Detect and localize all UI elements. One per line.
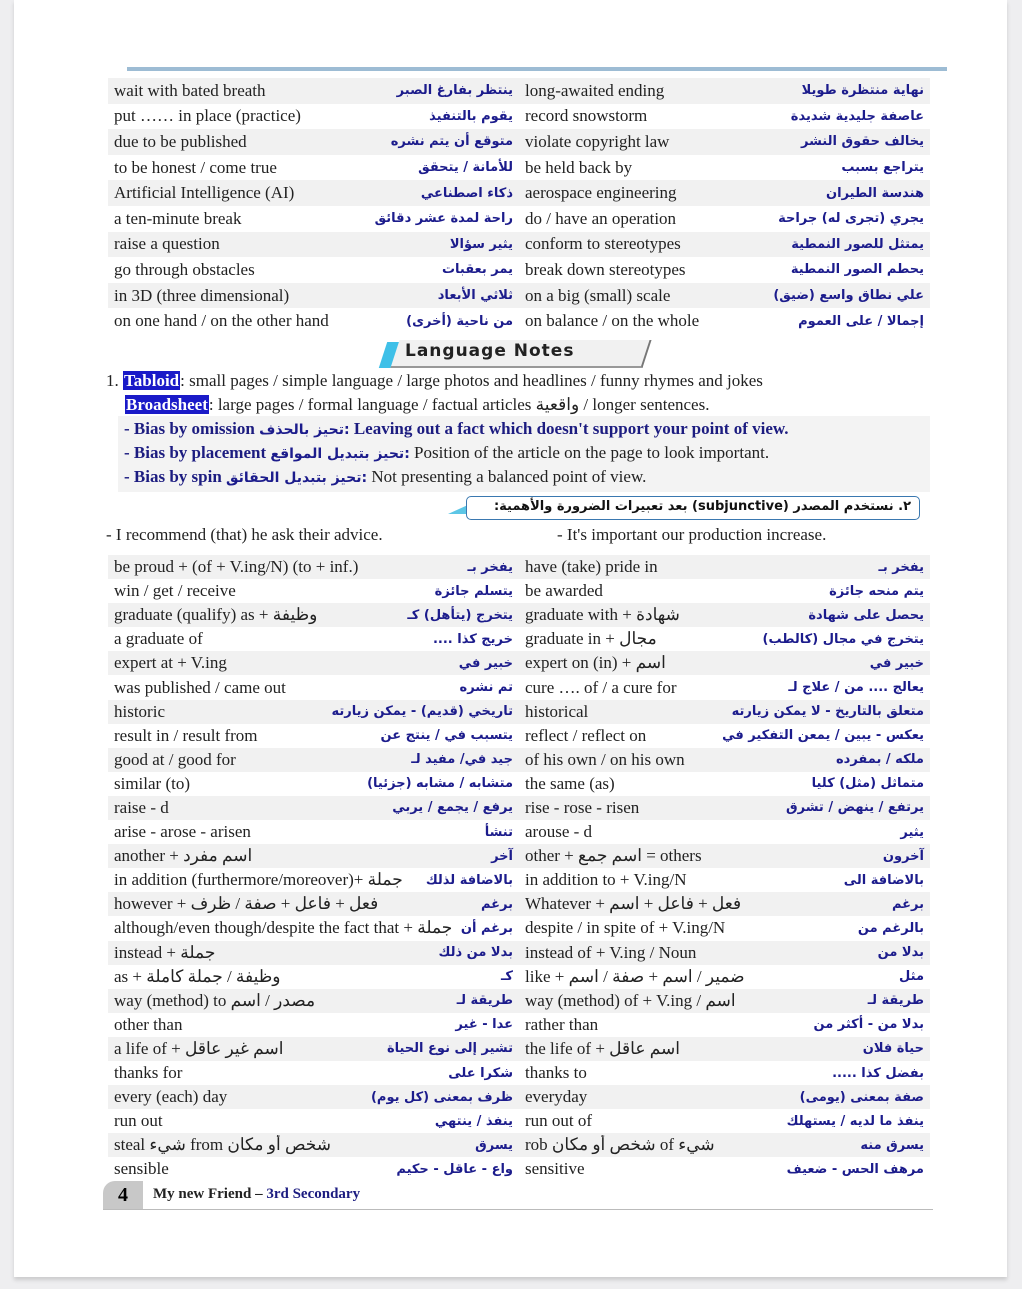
english-phrase: other + اسم جمع = others xyxy=(525,846,702,866)
left-entry xyxy=(108,132,519,152)
left-entry xyxy=(108,967,519,987)
left-entry xyxy=(108,653,519,673)
english-phrase: run out xyxy=(114,1111,163,1131)
english-phrase: break down stereotypes xyxy=(525,259,686,279)
arabic-meaning: إجمالا / على العموم xyxy=(798,313,924,329)
right-entry xyxy=(519,1015,930,1035)
left-entry xyxy=(108,894,519,914)
english-phrase: violate copyright law xyxy=(525,131,670,151)
arabic-meaning: يخالف حقوق النشر xyxy=(800,134,924,150)
english-phrase: go through obstacles xyxy=(114,259,255,279)
page-footer xyxy=(103,1181,933,1210)
table-row xyxy=(108,748,930,772)
arabic-meaning: راحة لمدة عشر دقائق xyxy=(374,211,513,227)
note-broadsheet: Broadsheet: large pages / formal language / factual articles واقعية / longer sentences. xyxy=(126,395,710,414)
table-row xyxy=(108,1085,930,1109)
left-entry xyxy=(108,702,519,722)
arabic-meaning: يحطم الصور النمطية xyxy=(790,262,924,278)
arabic-meaning: ثلاثي الأبعاد xyxy=(437,288,513,304)
table-row xyxy=(108,772,930,796)
right-entry xyxy=(519,1159,930,1179)
english-phrase: be proud + (of + V.ing/N) (to + inf.) xyxy=(114,557,359,577)
arabic-meaning: برغم xyxy=(891,896,924,912)
bias-notes xyxy=(118,416,930,492)
table-row xyxy=(108,724,930,748)
right-entry xyxy=(519,653,930,673)
vocab-table-2 xyxy=(108,555,930,1179)
right-entry xyxy=(519,870,930,890)
left-entry xyxy=(108,234,519,254)
english-phrase: graduate with + شهادة xyxy=(525,605,680,625)
arabic-meaning: بدلا من xyxy=(877,945,924,961)
english-phrase: on balance / on the whole xyxy=(525,311,700,331)
right-entry xyxy=(519,702,930,722)
top-divider xyxy=(127,67,947,71)
arabic-meaning: ينفذ / ينتهي xyxy=(434,1113,513,1129)
left-entry xyxy=(108,1039,519,1059)
table-row xyxy=(108,78,930,104)
english-phrase: a life of + اسم غير عاقل xyxy=(114,1038,284,1058)
english-phrase: expert at + V.ing xyxy=(114,653,227,673)
english-phrase: another + اسم مفرد xyxy=(114,846,253,866)
english-phrase: rise - rose - risen xyxy=(525,797,640,817)
left-entry xyxy=(108,605,519,625)
english-phrase: rob شخص أو مكان of شيء xyxy=(525,1135,715,1155)
arabic-meaning: بدلا من ذلك xyxy=(438,945,513,961)
table-row xyxy=(108,700,930,724)
table-row xyxy=(108,129,930,155)
right-entry xyxy=(519,1063,930,1083)
table-row xyxy=(108,206,930,232)
table-row xyxy=(108,1133,930,1157)
english-phrase: on a big (small) scale xyxy=(525,285,671,305)
arabic-meaning: برغم أن xyxy=(460,920,513,936)
left-entry xyxy=(108,991,519,1011)
arabic-meaning: تشير إلى نوع الحياة xyxy=(386,1041,513,1057)
table-row xyxy=(108,916,930,940)
arabic-meaning: حياة فلان xyxy=(862,1041,924,1057)
example-left: - I recommend (that) he ask their advice. xyxy=(106,525,383,544)
arabic-meaning: يفخر بـ xyxy=(467,559,513,575)
left-entry xyxy=(108,1111,519,1131)
english-phrase: the life of + اسم عاقل xyxy=(525,1038,681,1058)
english-phrase: arouse - d xyxy=(525,822,593,842)
right-entry xyxy=(519,183,930,203)
english-phrase: due to be published xyxy=(114,131,247,151)
arabic-meaning: يعالج .... من / علاج لـ xyxy=(788,680,924,696)
english-phrase: long-awaited ending xyxy=(525,80,665,100)
left-entry xyxy=(108,311,519,331)
english-phrase: instead + جملة xyxy=(114,942,216,962)
right-entry xyxy=(519,605,930,625)
language-notes-title: Language Notes xyxy=(405,341,575,361)
arabic-meaning: جيد في/ مفيد لـ xyxy=(411,752,513,768)
arabic-meaning: يمر بعقبات xyxy=(441,262,513,278)
right-entry xyxy=(519,1039,930,1059)
english-phrase: similar (to) xyxy=(114,773,191,793)
example-right: - It's important our production increase. xyxy=(557,525,827,544)
arabic-meaning: واع - عاقل - حكيم xyxy=(396,1161,513,1177)
english-phrase: a ten-minute break xyxy=(114,208,242,228)
arabic-meaning: بالرغم من xyxy=(857,920,924,936)
right-entry xyxy=(519,846,930,866)
english-phrase: result in / result from xyxy=(114,725,258,745)
table-row xyxy=(108,104,930,130)
arabic-meaning: طريقة لـ xyxy=(456,993,513,1009)
left-entry xyxy=(108,629,519,649)
right-entry xyxy=(519,750,930,770)
table-row xyxy=(108,257,930,283)
right-entry xyxy=(519,894,930,914)
table-row xyxy=(108,627,930,651)
arabic-meaning: مثل xyxy=(899,969,924,985)
english-phrase: run out of xyxy=(525,1111,593,1131)
arabic-meaning: يتخرج في مجال (كالطب) xyxy=(762,631,924,647)
english-phrase: despite / in spite of + V.ing/N xyxy=(525,918,726,938)
left-entry xyxy=(108,774,519,794)
subjunctive-heading: ٢. نستخدم المصدر (subjunctive) بعد تعبيرات الضرورة والأهمية: xyxy=(466,496,920,520)
arabic-meaning: يمتثل للصور النمطية xyxy=(791,236,924,252)
english-phrase: Whatever + فعل + فاعل + اسم xyxy=(525,894,742,914)
english-phrase: be held back by xyxy=(525,157,633,177)
arabic-meaning: يتسبب في / ينتج عن xyxy=(380,728,513,744)
arabic-meaning: تنشأ xyxy=(484,824,513,840)
arabic-meaning: يتسلم جائزة xyxy=(434,583,513,599)
left-entry xyxy=(108,209,519,229)
left-entry xyxy=(108,1159,519,1179)
left-entry xyxy=(108,286,519,306)
arabic-meaning: للأمانة / يتحقق xyxy=(418,160,513,176)
english-phrase: thanks for xyxy=(114,1063,183,1083)
arabic-meaning: ملكه / بمفرده xyxy=(836,752,924,768)
arabic-meaning: عاصفة جليدية شديدة xyxy=(790,108,924,124)
arabic-meaning: خريج كذا .... xyxy=(432,631,513,647)
english-phrase: thanks to xyxy=(525,1063,587,1083)
right-entry xyxy=(519,106,930,126)
left-entry xyxy=(108,183,519,203)
right-entry xyxy=(519,726,930,746)
table-row xyxy=(108,965,930,989)
right-entry xyxy=(519,822,930,842)
arabic-meaning: يسرق منه xyxy=(860,1137,924,1153)
english-phrase: graduate (qualify) as + وظيفة xyxy=(114,605,318,625)
book-title: My new Friend – 3rd Secondary xyxy=(153,1186,361,1202)
arabic-meaning: متماثل (مثل) كليا xyxy=(811,776,924,792)
arabic-meaning: يثير xyxy=(900,824,924,840)
english-phrase: raise - d xyxy=(114,797,169,817)
right-entry xyxy=(519,286,930,306)
english-phrase: however + فعل + فاعل + صفة / ظرف xyxy=(114,894,379,914)
table-row xyxy=(108,1013,930,1037)
table-row xyxy=(108,651,930,675)
arabic-meaning: متشابه / مشابه (جزئيا) xyxy=(367,776,513,792)
left-entry xyxy=(108,557,519,577)
arabic-meaning: يرفع / يجمع / يربي xyxy=(392,800,513,816)
table-row xyxy=(108,603,930,627)
english-phrase: of his own / on his own xyxy=(525,749,685,769)
arabic-meaning: عدا - غير xyxy=(455,1017,513,1033)
english-phrase: other than xyxy=(114,1014,183,1034)
right-entry xyxy=(519,1111,930,1131)
broadsheet-label: Broadsheet xyxy=(126,395,208,414)
table-row xyxy=(108,1037,930,1061)
arabic-meaning: يتم منحه جائزة xyxy=(829,583,924,599)
right-entry xyxy=(519,678,930,698)
right-entry xyxy=(519,234,930,254)
table-row xyxy=(108,1109,930,1133)
left-entry xyxy=(108,943,519,963)
english-phrase: on one hand / on the other hand xyxy=(114,311,329,331)
left-entry xyxy=(108,798,519,818)
arabic-meaning: من ناحية (أخرى) xyxy=(406,313,513,329)
arabic-meaning: آخر xyxy=(491,848,513,864)
right-entry xyxy=(519,1135,930,1155)
english-phrase: way (method) of + V.ing / اسم xyxy=(525,990,736,1010)
arabic-meaning: يفخر بـ xyxy=(878,559,924,575)
table-row xyxy=(108,555,930,579)
english-phrase: in addition (furthermore/moreover)+ جملة xyxy=(114,870,403,890)
english-phrase: every (each) day xyxy=(114,1087,228,1107)
english-phrase: instead of + V.ing / Noun xyxy=(525,942,697,962)
english-phrase: graduate in + مجال xyxy=(525,629,657,649)
note-tabloid: 1. Tabloid: small pages / simple language / large photos and headlines / funny rhymes and jokes xyxy=(106,371,763,390)
right-entry xyxy=(519,81,930,101)
english-phrase: in addition to + V.ing/N xyxy=(525,870,687,890)
english-phrase: like + ضمير / اسم + صفة / اسم xyxy=(525,966,745,986)
left-entry xyxy=(108,678,519,698)
english-phrase: expert on (in) + اسم xyxy=(525,653,666,673)
right-entry xyxy=(519,158,930,178)
arabic-meaning: يسرق xyxy=(475,1137,513,1153)
table-row xyxy=(108,675,930,699)
left-entry xyxy=(108,846,519,866)
arabic-meaning: متعلق بالتاريخ - لا يمكن زيارته xyxy=(731,704,924,720)
arabic-meaning: يعكس - يبين / يمعن التفكير في xyxy=(722,728,924,744)
english-phrase: to be honest / come true xyxy=(114,157,277,177)
right-entry xyxy=(519,629,930,649)
bias-omission: - Bias by omission تحيز بالحذف: Leaving out a fact which doesn't support your point of view. xyxy=(124,419,789,438)
arabic-meaning: يجري (تجرى له) جراحة xyxy=(778,211,924,227)
vocab-table-1 xyxy=(108,78,930,334)
arabic-meaning: خبير في xyxy=(458,655,513,671)
arabic-meaning: تاريخي (قديم) - يمكن زيارته xyxy=(331,704,513,720)
right-entry xyxy=(519,581,930,601)
table-row xyxy=(108,989,930,1013)
arabic-meaning: يتراجع بسبب xyxy=(841,160,924,176)
arabic-meaning: بالاضافة الى xyxy=(843,872,924,888)
arabic-meaning: صفة بمعنى (يومى) xyxy=(799,1089,924,1105)
right-entry xyxy=(519,967,930,987)
arabic-meaning: ظرف بمعنى (كل يوم) xyxy=(370,1089,513,1105)
table-row xyxy=(108,155,930,181)
arabic-meaning: متوقع أن يتم نشره xyxy=(390,134,513,150)
left-entry xyxy=(108,581,519,601)
table-row xyxy=(108,796,930,820)
left-entry xyxy=(108,1135,519,1155)
arabic-meaning: نهاية منتظرة طويلا xyxy=(801,83,924,99)
left-entry xyxy=(108,260,519,280)
arabic-meaning: خبير في xyxy=(869,655,924,671)
english-phrase: raise a question xyxy=(114,234,220,254)
left-entry xyxy=(108,870,519,890)
right-entry xyxy=(519,557,930,577)
arabic-meaning: شكرا على xyxy=(448,1065,513,1081)
english-phrase: steal شيء from شخص أو مكان xyxy=(114,1135,332,1155)
english-phrase: historical xyxy=(525,701,589,721)
english-phrase: do / have an operation xyxy=(525,208,677,228)
left-entry xyxy=(108,750,519,770)
right-entry xyxy=(519,774,930,794)
arabic-meaning: يحصل على شهادة xyxy=(808,607,924,623)
table-row xyxy=(108,941,930,965)
arabic-meaning: بالاضافة لذلك xyxy=(425,872,513,888)
right-entry xyxy=(519,918,930,938)
arabic-meaning: مرهف الحس - ضعيف xyxy=(786,1161,924,1177)
left-entry xyxy=(108,1015,519,1035)
right-entry xyxy=(519,798,930,818)
english-phrase: sensitive xyxy=(525,1159,585,1179)
english-phrase: arise - arose - arisen xyxy=(114,822,251,842)
right-entry xyxy=(519,260,930,280)
english-phrase: be awarded xyxy=(525,581,603,601)
english-phrase: although/even though/despite the fact that + جملة xyxy=(114,918,453,938)
arabic-meaning: بدلا من - أكثر من xyxy=(813,1017,924,1033)
table-row xyxy=(108,892,930,916)
right-entry xyxy=(519,943,930,963)
table-row xyxy=(108,283,930,309)
arabic-meaning: يقوم بالتنفيذ xyxy=(429,108,513,124)
english-phrase: way (method) to مصدر / اسم xyxy=(114,990,316,1010)
tabloid-label: Tabloid xyxy=(124,371,180,390)
page-number: 4 xyxy=(103,1181,143,1209)
bias-placement: - Bias by placement تحيز بتبديل المواقع: Position of the article on the page to look important. xyxy=(124,443,770,462)
left-entry xyxy=(108,822,519,842)
english-phrase: record snowstorm xyxy=(525,106,648,126)
table-row xyxy=(108,180,930,206)
table-row xyxy=(108,579,930,603)
english-phrase: as + وظيفة / جملة كاملة xyxy=(114,966,281,986)
left-entry xyxy=(108,918,519,938)
arabic-meaning: بفضل كذا ..... xyxy=(832,1065,924,1081)
arabic-meaning: ينفذ ما لديه / يستهلك xyxy=(786,1113,924,1129)
english-phrase: sensible xyxy=(114,1159,169,1179)
english-phrase: Artificial Intelligence (AI) xyxy=(114,183,295,203)
english-phrase: everyday xyxy=(525,1087,588,1107)
right-entry xyxy=(519,132,930,152)
arabic-meaning: يتخرج (يتأهل) كـ xyxy=(407,607,513,623)
table-row xyxy=(108,820,930,844)
arabic-meaning: ينتظر بفارغ الصبر xyxy=(396,83,513,99)
table-row xyxy=(108,1061,930,1085)
english-phrase: historic xyxy=(114,701,165,721)
left-entry xyxy=(108,158,519,178)
arabic-meaning: آخرون xyxy=(882,848,924,864)
english-phrase: aerospace engineering xyxy=(525,183,677,203)
right-entry xyxy=(519,311,930,331)
english-phrase: cure …. of / a cure for xyxy=(525,677,677,697)
left-entry xyxy=(108,106,519,126)
english-phrase: put …… in place (practice) xyxy=(114,106,301,126)
right-entry xyxy=(519,1087,930,1107)
arabic-meaning: طريقة لـ xyxy=(867,993,924,1009)
english-phrase: was published / came out xyxy=(114,677,286,697)
arabic-meaning: هندسة الطيران xyxy=(826,185,924,201)
bias-spin: - Bias by spin تحيز بتبديل الحقائق: Not presenting a balanced point of view. xyxy=(124,467,647,486)
left-entry xyxy=(108,726,519,746)
english-phrase: wait with bated breath xyxy=(114,80,266,100)
table-row xyxy=(108,844,930,868)
arabic-meaning: يرتفع / ينهض / تشرق xyxy=(785,800,924,816)
left-entry xyxy=(108,1087,519,1107)
arabic-meaning: تم نشره xyxy=(459,680,513,696)
english-phrase: in 3D (three dimensional) xyxy=(114,285,290,305)
english-phrase: win / get / receive xyxy=(114,581,236,601)
english-phrase: the same (as) xyxy=(525,773,615,793)
language-notes-heading xyxy=(383,338,653,368)
table-row xyxy=(108,868,930,892)
english-phrase: a graduate of xyxy=(114,629,203,649)
arabic-meaning: يثير سؤالا xyxy=(449,236,513,252)
table-row xyxy=(108,308,930,334)
right-entry xyxy=(519,209,930,229)
right-entry xyxy=(519,991,930,1011)
table-row xyxy=(108,1157,930,1181)
arabic-meaning: ذكاء اصطناعي xyxy=(420,185,513,201)
english-phrase: good at / good for xyxy=(114,749,236,769)
english-phrase: have (take) pride in xyxy=(525,557,658,577)
left-entry xyxy=(108,1063,519,1083)
left-entry xyxy=(108,81,519,101)
arabic-meaning: علي نطاق واسع (ضيق) xyxy=(773,288,924,304)
arabic-meaning: برغم xyxy=(480,896,513,912)
arabic-meaning: كـ xyxy=(500,969,513,985)
english-phrase: rather than xyxy=(525,1014,599,1034)
english-phrase: conform to stereotypes xyxy=(525,234,681,254)
table-row xyxy=(108,232,930,258)
english-phrase: reflect / reflect on xyxy=(525,725,647,745)
